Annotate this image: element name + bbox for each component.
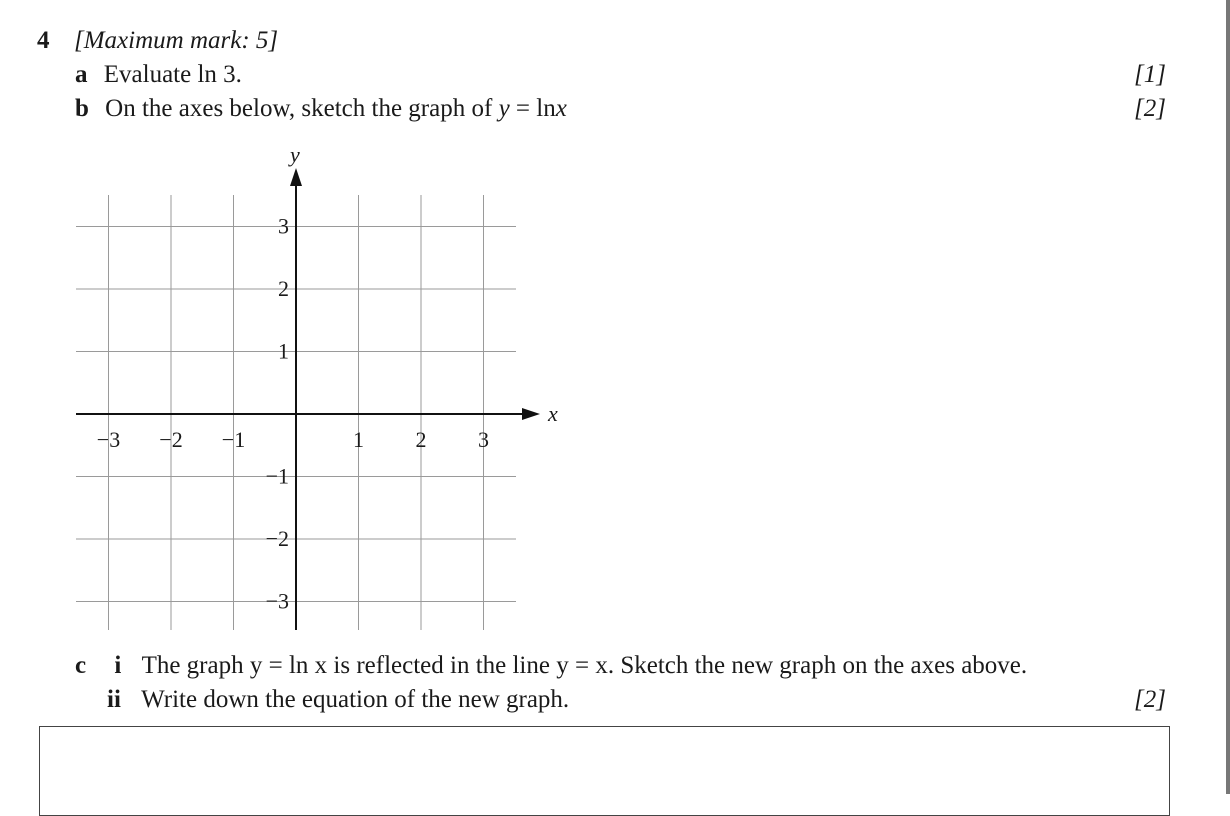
part-b-label: b (75, 95, 89, 122)
y-tick-label: −1 (265, 463, 289, 489)
x-tick-label: −2 (159, 427, 183, 452)
part-a-text: Evaluate ln 3. (103, 61, 242, 88)
x-tick-label: 2 (415, 427, 427, 452)
part-c-i (75, 651, 1027, 681)
part-b-eq-mid: = ln (509, 95, 556, 122)
y-axis-arrow-icon (290, 168, 302, 186)
y-tick-label: 1 (278, 338, 289, 364)
part-b-marks: [2] (1134, 95, 1166, 122)
part-c-ii (107, 685, 569, 715)
part-c-ii-marks: [2] (1134, 686, 1166, 713)
x-tick-label: 1 (353, 427, 364, 452)
y-tick-label: 3 (278, 213, 289, 239)
part-b-eq-x: x (555, 95, 567, 122)
part-c-label: c (75, 652, 87, 679)
max-mark: [Maximum mark: 5] (74, 27, 279, 54)
part-a-label: a (75, 61, 88, 88)
x-tick-label: −1 (221, 427, 246, 452)
answer-box[interactable] (39, 726, 1170, 816)
part-b (75, 94, 567, 124)
x-tick-label: 3 (478, 427, 489, 452)
part-c-ii-text: Write down the equation of the new graph. (141, 686, 570, 713)
x-tick-label: −3 (96, 427, 121, 452)
x-axis-label: x (548, 401, 558, 426)
y-tick-label: 2 (278, 276, 289, 301)
y-tick-label: −3 (265, 588, 289, 614)
part-c-i-text: The graph y = ln x is reflected in the line y = x. Sketch the new graph on the axes above. (141, 652, 1028, 679)
part-b-text: On the axes below, sketch the graph of (105, 95, 499, 122)
part-a (75, 60, 242, 90)
part-c-ii-label: ii (107, 686, 121, 713)
coordinate-axes[interactable] (70, 140, 560, 640)
part-b-eq-y: y (498, 95, 510, 122)
part-a-marks: [1] (1134, 61, 1166, 88)
page-edge (1226, 0, 1230, 794)
y-axis-label: y (290, 142, 300, 167)
part-c-i-label: i (114, 652, 122, 679)
y-tick-label: −2 (265, 526, 289, 551)
x-axis-arrow-icon (522, 408, 540, 420)
question-number: 4 (37, 27, 50, 54)
